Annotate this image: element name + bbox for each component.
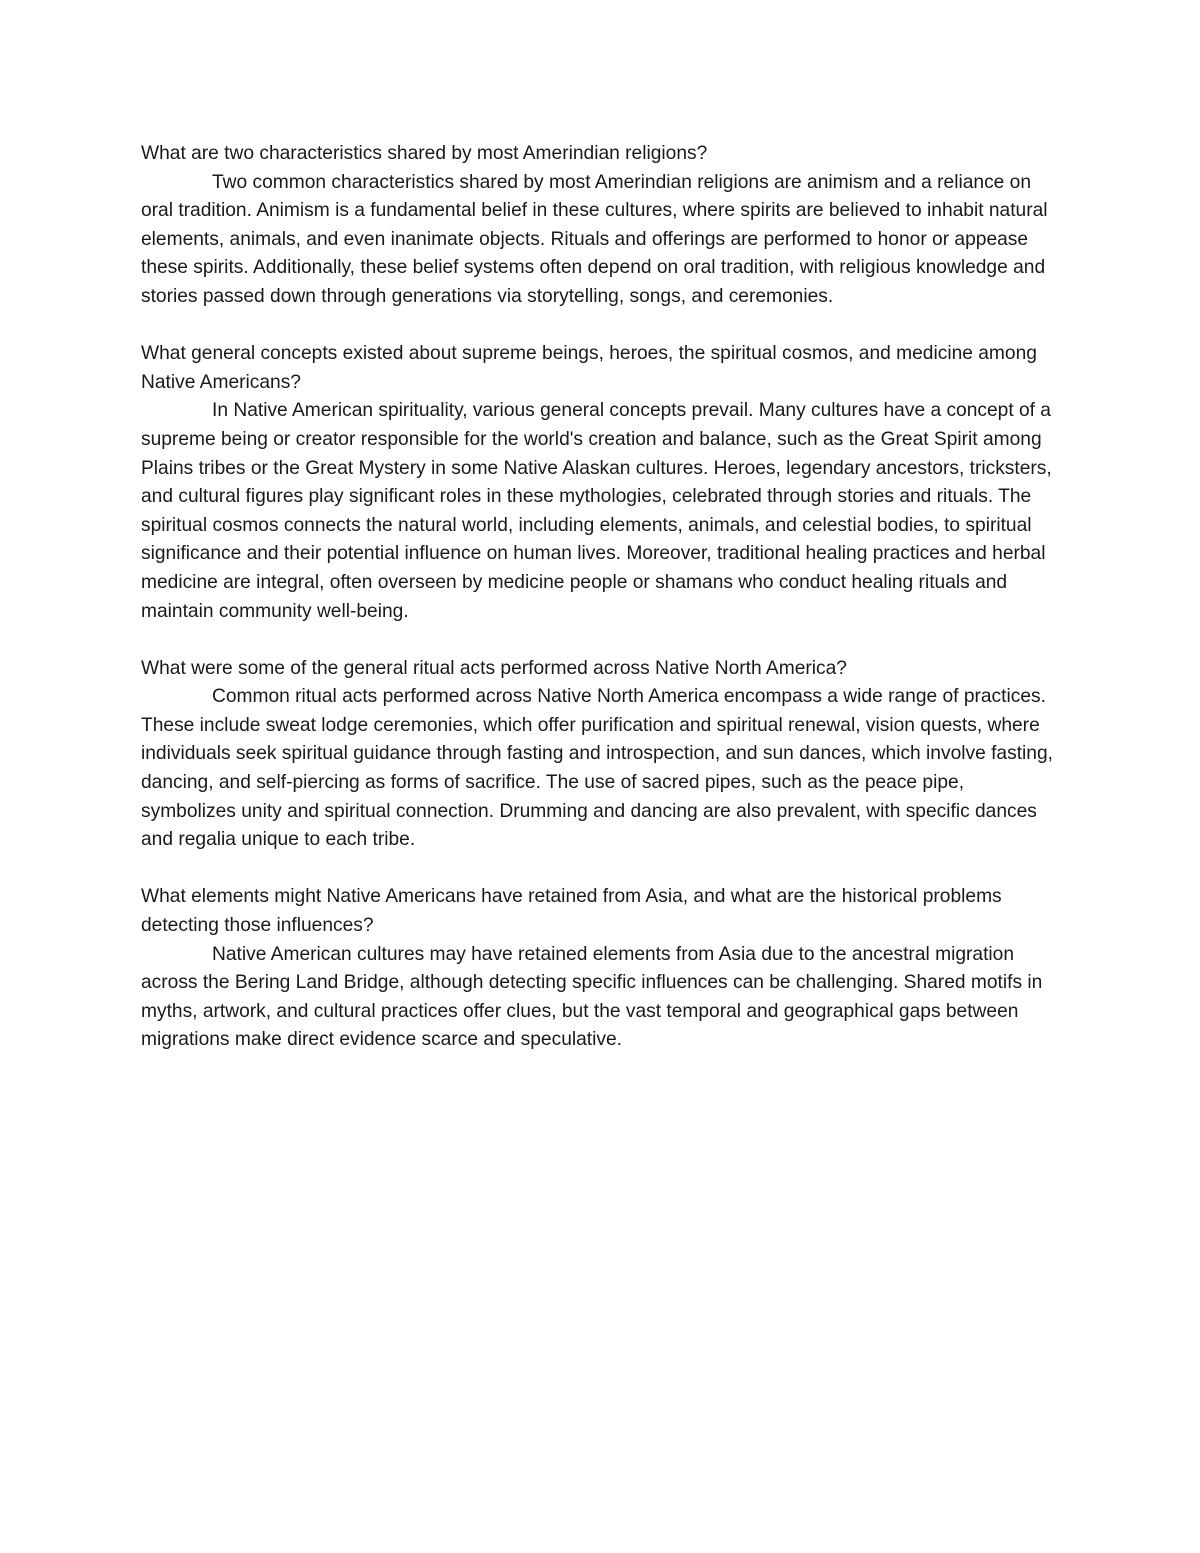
qa-section-asian-elements [141, 883, 1063, 1055]
answer-paragraph: Common ritual acts performed across Native North America encompass a wide range of practices. These include sweat lodge ceremonies, which offer purification and spiritual renewal, vision quests, where individuals seek spiritual guidance through fasting and introspection, and sun dances, which involve fasting, dancing, and self-piercing as forms of sacrifice. The use of sacred pipes, such as the peace pipe, symbolizes unity and spiritual connection. Drumming and dancing are also prevalent, with specific dances and regalia unique to each tribe. [141, 686, 1053, 851]
question-heading: What were some of the general ritual acts performed across Native North America? [141, 657, 847, 679]
document-page [141, 140, 1063, 1084]
question-heading: What general concepts existed about supreme beings, heroes, the spiritual cosmos, and medicine among Native Americans? [141, 343, 1037, 393]
question-heading: What are two characteristics shared by most Amerindian religions? [141, 143, 708, 164]
qa-section-general-concepts [141, 340, 1063, 626]
qa-section-amerindian-characteristics [141, 140, 1063, 312]
answer-paragraph: Native American cultures may have retained elements from Asia due to the ancestral migration across the Bering Land Bridge, although detecting specific influences can be challenging. Shared motifs in myths, artwork, and cultural practices offer clues, but the vast temporal and geographical gaps between migrations make direct evidence scarce and speculative. [141, 943, 1043, 1051]
question-heading: What elements might Native Americans have retained from Asia, and what are the historical problems detecting those influences? [141, 886, 1002, 937]
answer-paragraph: In Native American spirituality, various general concepts prevail. Many cultures have a concept of a supreme being or creator responsible for the world's creation and balance, such as the Great Spirit among Plains tribes or the Great Mystery in some Native Alaskan cultures. Heroes, legendary ancestors, tricksters, and cultural figures play significant roles in these mythologies, celebrated through stories and rituals. The spiritual cosmos connects the natural world, including elements, animals, and celestial bodies, to spiritual significance and their potential influence on human lives. Moreover, traditional healing practices and herbal medicine are integral, often overseen by medicine people or shamans who conduct healing rituals and maintain community well-being. [141, 400, 1052, 622]
qa-section-ritual-acts [141, 655, 1063, 855]
answer-paragraph: Two common characteristics shared by most Amerindian religions are animism and a reliance on oral tradition. Animism is a fundamental belief in these cultures, where spirits are believed to inhabit natural elements, animals, and even inanimate objects. Rituals and offerings are performed to honor or appease these spirits. Additionally, these belief systems often depend on oral tradition, with religious knowledge and stories passed down through generations via storytelling, songs, and ceremonies. [141, 171, 1048, 307]
